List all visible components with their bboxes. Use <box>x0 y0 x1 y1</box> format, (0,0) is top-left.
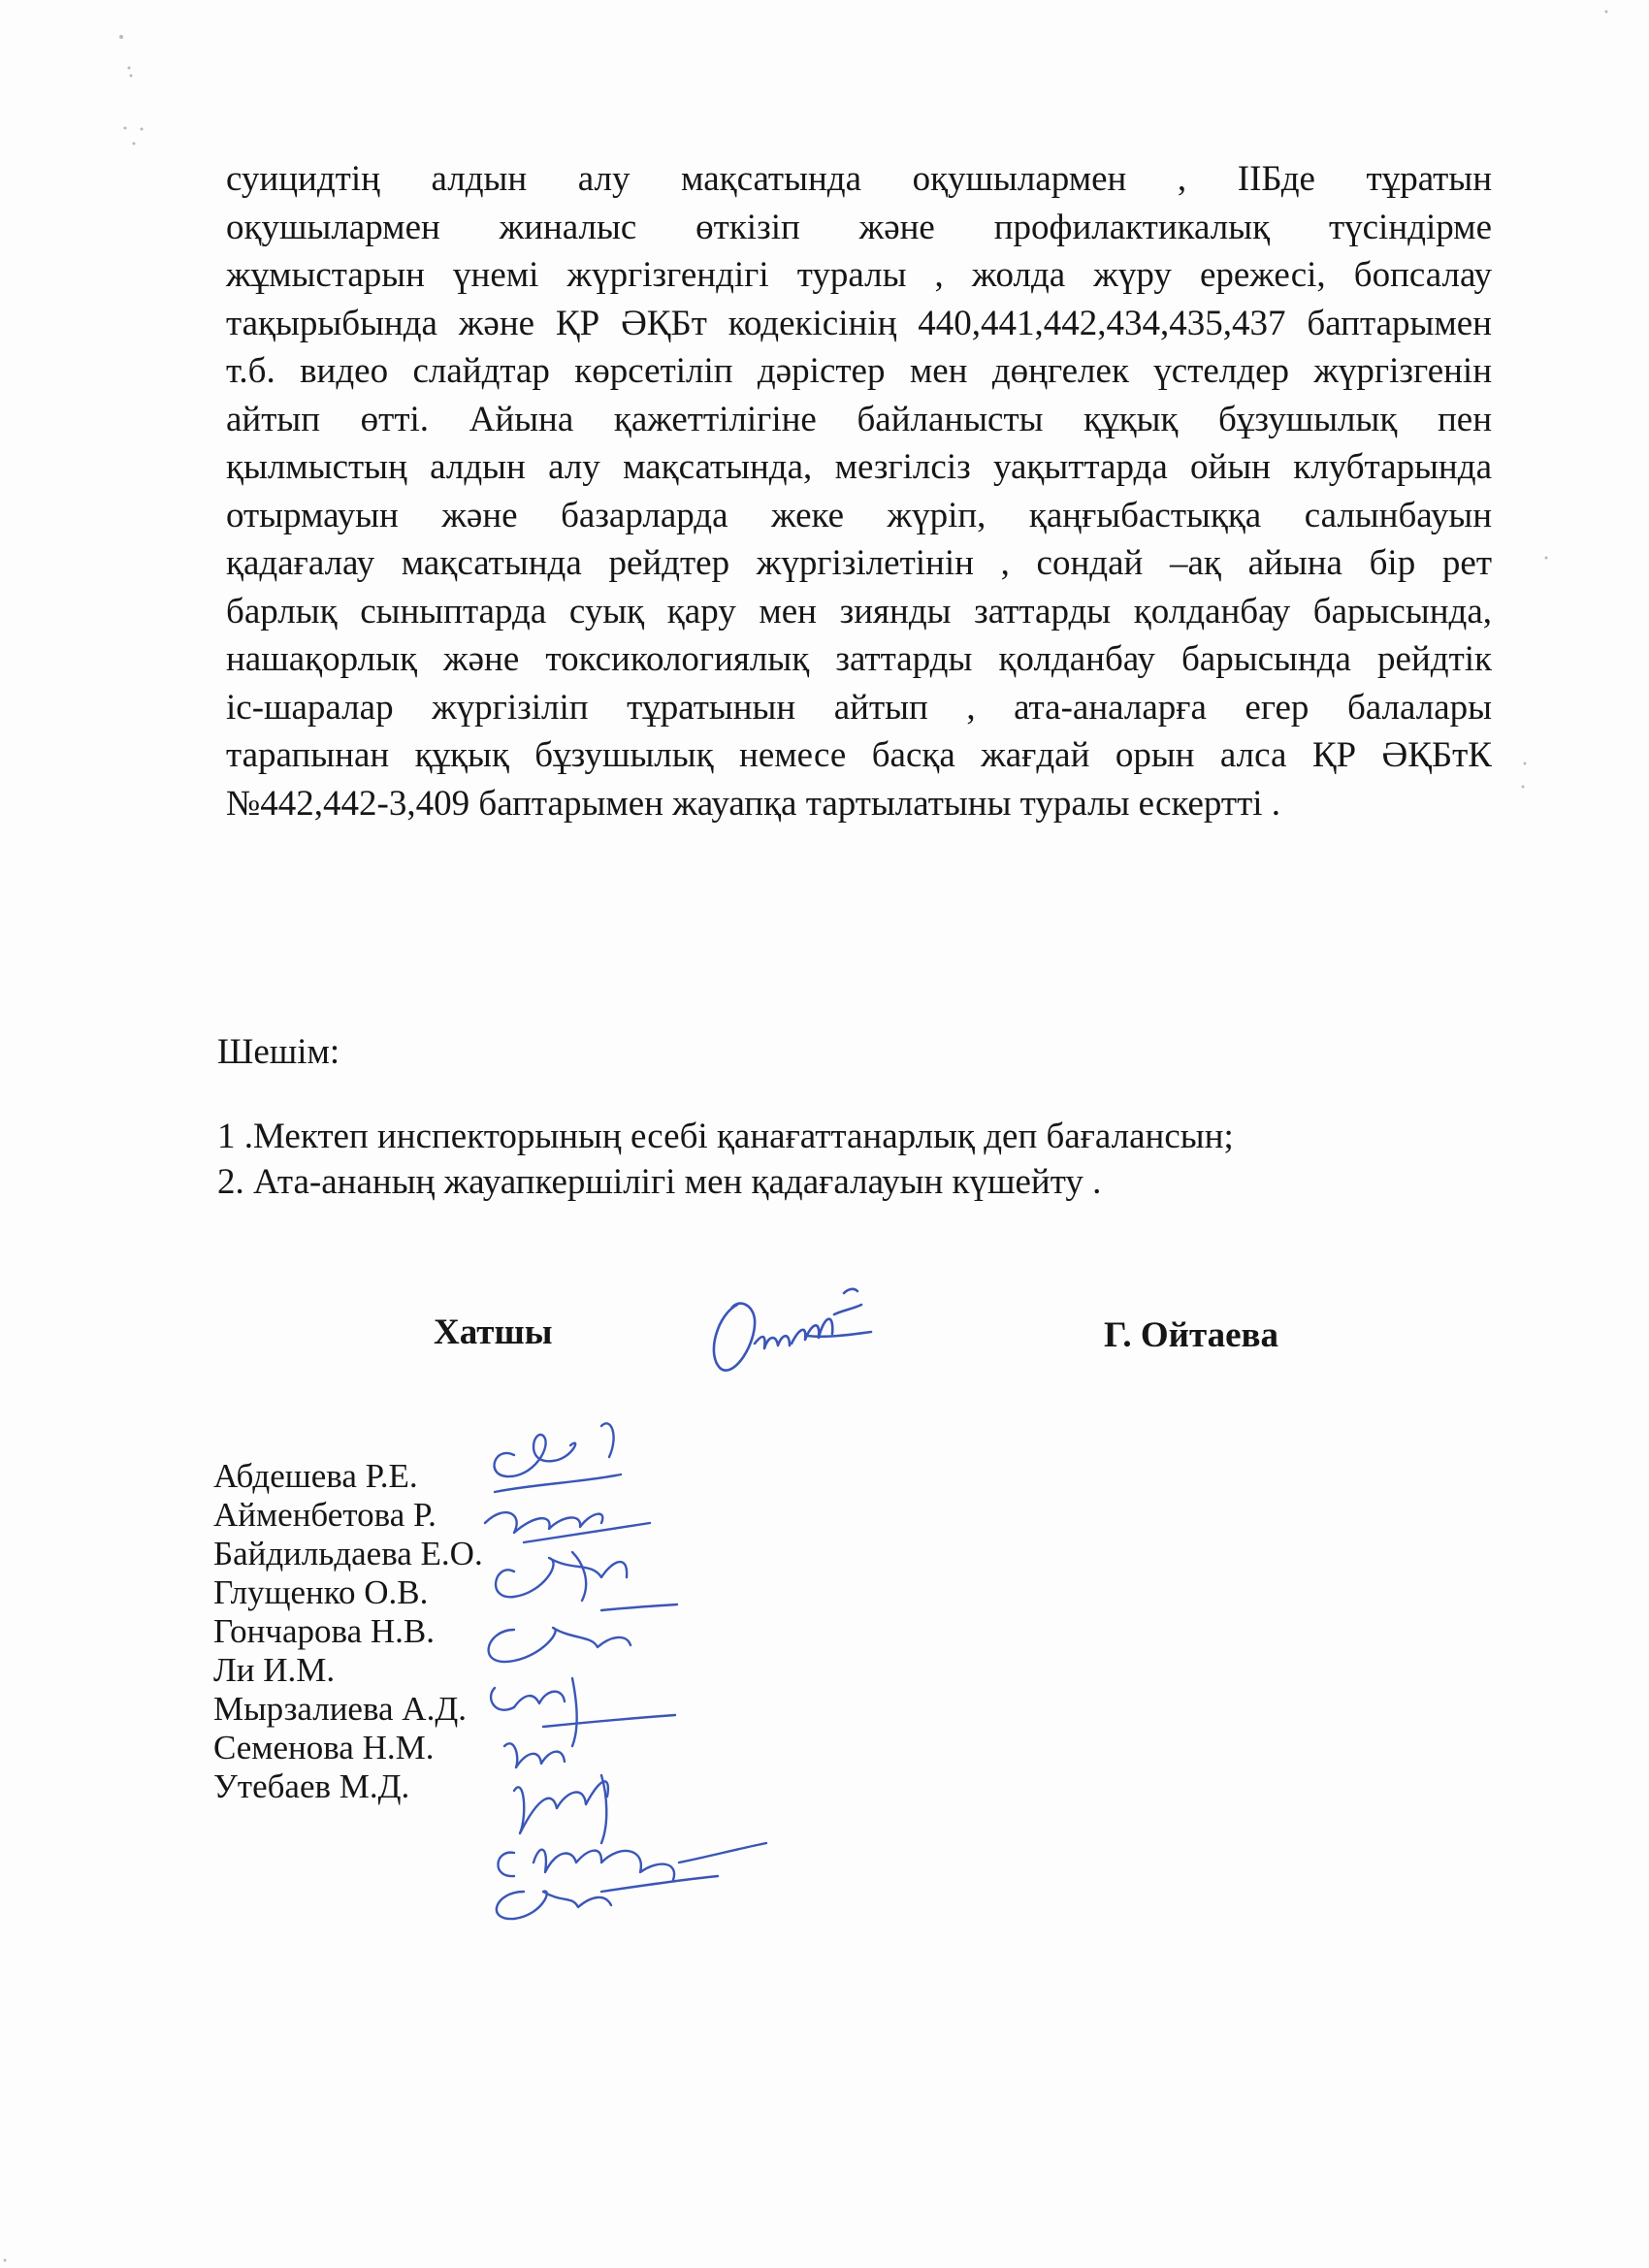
report-paragraph <box>226 155 1492 827</box>
member-name: Глущенко О.В. <box>213 1573 429 1611</box>
member-name: Мырзалиева А.Д. <box>213 1690 467 1728</box>
secretary-name: Г. Ойтаева <box>1104 1315 1278 1355</box>
member-name: Гончарова Н.В. <box>213 1612 435 1650</box>
decision-item: 2. Ата-ананың жауапкершілігі мен қадағалауын күшейту . <box>217 1162 1102 1202</box>
member-name: Семенова Н.М. <box>213 1729 435 1766</box>
paragraph-line: т.б. видео слайдтар көрсетіліп дәрістер мен дөңгелек үстелдер жүргізгенін <box>226 351 1492 391</box>
secretary-title: Хатшы <box>434 1312 553 1352</box>
paragraph-line: отырмауын және базарларда жеке жүріп, қаңғыбастыққа салынбауын <box>226 495 1492 535</box>
handwritten-signature-icon <box>698 1276 892 1382</box>
member-name: Утебаев М.Д. <box>213 1767 410 1805</box>
paragraph-line: барлық сыныптарда суық қару мен зиянды заттарды қолданбау барысында, <box>226 591 1492 632</box>
paragraph-line: суицидтің алдын алу мақсатында оқушылармен , ІІБде тұратын <box>226 159 1492 199</box>
paragraph-line: жұмыстарын үнемі жүргізгендігі туралы , жолда жүру ережесі, бопсалау <box>226 255 1492 295</box>
paragraph-line: оқушылармен жиналыс өткізіп және профилактикалық түсіндірме <box>226 207 1492 247</box>
member-name: Байдильдаева Е.О. <box>213 1535 483 1572</box>
paragraph-line: қадағалау мақсатында рейдтер жүргізілетінін , сондай –ақ айына бір рет <box>226 543 1492 583</box>
decision-list <box>217 1114 1234 1205</box>
decision-heading: Шешім: <box>217 1032 340 1072</box>
paragraph-line: іс-шаралар жүргізіліп тұратынын айтып , ата-аналарға егер балалары <box>226 687 1492 728</box>
member-name: Ли И.М. <box>213 1651 336 1689</box>
member-name: Айменбетова Р. <box>213 1496 436 1534</box>
paragraph-line: қылмыстың алдын алу мақсатында, мезгілсіз уақыттарда ойын клубтарында <box>226 447 1492 487</box>
decision-item: 1 .Мектеп инспекторының есебі қанағаттанарлық деп бағалансын; <box>217 1117 1234 1156</box>
handwritten-signatures-icon <box>456 1407 824 1921</box>
paragraph-line: айтып өтті. Айына қажеттілігіне байланысты құқық бұзушылық пен <box>226 399 1492 439</box>
member-name: Абдешева Р.Е. <box>213 1457 418 1495</box>
paragraph-line: нашақорлық және токсикологиялық заттарды қолданбау барысында рейдтік <box>226 639 1492 679</box>
paragraph-line: №442,442-3,409 баптарымен жауапқа тартылатыны туралы ескертті . <box>226 783 1281 824</box>
paragraph-line: тарапынан құқық бұзушылық немесе басқа жағдай орын алса ҚР ӘҚБтК <box>226 735 1492 775</box>
paragraph-line: тақырыбында және ҚР ӘҚБт кодекісінің 440,441,442,434,435,437 баптарымен <box>226 303 1492 343</box>
members-list <box>213 1457 483 1806</box>
